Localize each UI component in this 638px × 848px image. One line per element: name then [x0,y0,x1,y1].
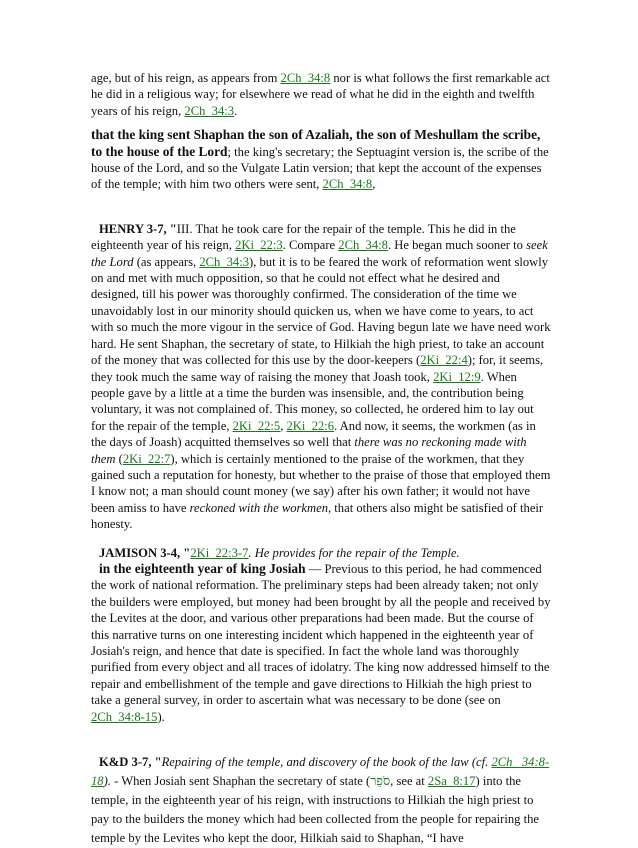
text-run: . He began much sooner to [387,238,527,253]
scripture-link[interactable]: 2Ki_22:3 [235,238,283,253]
text-run: that others also might be satisfied of their honesty. [91,500,544,532]
scripture-link[interactable]: 2Ch_34:8 [322,177,373,192]
verse-heading: in the eighteenth year of king Josiah [99,560,306,576]
text-run: - When Josiah sent Shaphan the secretary of state ( [110,774,371,789]
text-run: ) into the temple, in the eighteenth year of his reign, with instructions to Hilkiah the high priest to pay to the builders the money which had been collected from the people for repairing the temple by the Levites who kept the door, Hilkiah said to Shaphan, “I have [91,774,539,846]
text-run: , [280,418,287,433]
jamison-commentary-heading [91,545,551,561]
paragraph-age-of-reign [91,70,551,119]
text-run: nor is what follows the first remarkable act he did in a religious way; for elsewhere we read of what he did in the eighth and twelfth years of his reign, [91,71,550,118]
emphasis: . He provides for the repair of the Temple. [248,545,460,560]
text-run: — Previous to this period, he had commenced the work of national reformation. The preliminary steps had been already taken; not only the builders were employed, but money had been brought by all the people and received by the Levites at the door, and various other preparations had been made. But the course of this narrative turns on one interesting incident which happened in the eighteenth year of Josiah's reign, and hence that date is specified. In fact the whole land was thoroughly purified from every object and all traces of idolatry. The king now addressed himself to the repair and embellishment of the temple and gave directions to Hilkiah the high priest to take a general survey, in order to ascertain what was necessary to be done (see on [91,561,551,708]
text-run: ); for, it seems, they took much the same way of raising the money that Joash took, [91,353,544,384]
jamison-commentary-body [91,561,551,725]
scripture-link[interactable]: 2Ki_22:5 [232,418,281,433]
scripture-link[interactable]: 2Ch_34:3 [184,103,235,118]
text-run: . When people gave by a little at a time the burden was insensible, and, the contribution being voluntary, it was not complained of. This money, so collected, he ordered him to lay out for the repair of the temple, [91,369,534,433]
document-body [91,70,551,848]
spacer [91,193,551,221]
text-run: ( [115,451,123,466]
text-run: , see at [390,774,428,789]
emphasis: reckoned with the workmen, [189,500,332,515]
hebrew-word: סֹפֵר [370,774,391,789]
scripture-link[interactable]: 2Ch_ 34:8-18 [91,755,550,789]
scripture-link[interactable]: 2Ch_34:8-15 [91,709,158,724]
text-run: . Compare [282,238,339,253]
commentary-source-label: HENRY 3-7, " [99,221,177,236]
text-run: ), but it is to be feared the work of reformation went slowly on and met with much opposition, so that he could not effect what he desired and designed, till his power was thoroughly confirmed. The consideration of the time we unavoidably lost in our minority should quicken us, when we have come to years, to act with so much the more vigour in the service of God. Having begun late we have need work hard. He sent Shaphan, the secretary of state, to Hilkiah the high priest, to take an account of the money that was collected for this use by the door-keepers ( [91,254,551,368]
text-run: III. That he took care for the repair of the temple. This he did in the eighteenth year of his reign, [91,221,516,253]
scripture-link[interactable]: 2Ki_22:4 [420,353,468,368]
commentary-source-label: K&D 3-7, " [99,755,162,770]
text-run: ), which is certainly mentioned to the praise of the workmen, that they gained such a reputation for honesty, but whether to the praise of those that employed them I know not; a man should count money (we say) after his own father; it would not have been amiss to have [91,451,551,515]
emphasis: seek the Lord [91,238,548,269]
scripture-link[interactable]: 2Ch_34:8 [280,71,331,85]
text-run: ; the king's secretary; the Septuagint version is, the scribe of the house of the Lord, and so the Vulgate Latin version; that kept the account of the expenses of the temple; with him two others were sent, [91,144,549,192]
scripture-link[interactable]: 2Sa_8:17 [427,774,476,789]
scripture-link[interactable]: 2Ch_34:8 [338,238,388,253]
emphasis: Repairing of the temple, and discovery of the book of the law [161,755,469,770]
scripture-link[interactable]: 2Ki_22:6 [286,418,335,433]
scripture-link[interactable]: 2Ch_34:3 [199,254,250,269]
text-run: age, but of his reign, as appears from [91,71,281,85]
commentary-source-label: JAMISON 3-4, " [99,545,191,560]
text-run: . [234,103,238,118]
text-run: , [372,177,376,192]
henry-commentary [91,221,551,533]
emphasis: (cf. [468,755,492,770]
text-run: (as appears, [133,254,200,269]
verse-heading: that the king sent Shaphan the son of Azaliah, the son of Meshullam the scribe, to the house of the Lord [91,127,541,159]
scripture-link[interactable]: 2Ki_12:9 [433,369,481,384]
emphasis: ). [103,774,111,789]
scripture-link[interactable]: 2Ki_22:3-7 [190,545,249,560]
emphasis: there was no reckoning made with them [91,435,527,466]
text-run: . And now, it seems, the workmen (as in the days of Joash) acquitted themselves so well that [91,418,536,450]
paragraph-shaphan-sent [91,127,551,193]
spacer [91,533,551,545]
spacer [91,725,551,753]
kd-commentary [91,753,551,848]
text-run: ). [157,709,165,724]
scripture-link[interactable]: 2Ki_22:7 [122,451,171,466]
